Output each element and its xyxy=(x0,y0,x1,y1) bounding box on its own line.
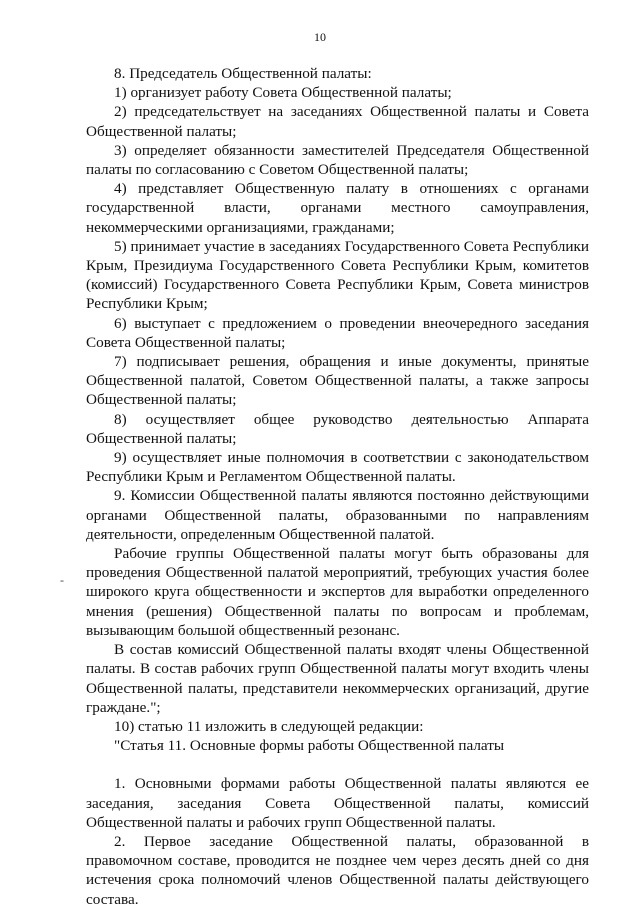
paragraph-item-2: 2) председательствует на заседаниях Общественной палаты и Совета Общественной палаты; xyxy=(86,103,589,140)
margin-mark: - xyxy=(60,573,64,587)
page-number: 10 xyxy=(314,30,326,44)
paragraph-article-11-item-1: 1. Основными формами работы Общественной палаты являются ее заседания, заседания Совета Общественной палаты, комиссий Общественной палаты и рабочих групп Общественной палаты. xyxy=(86,775,589,831)
paragraph-amendment-10: 10) статью 11 изложить в следующей редакции: xyxy=(114,717,424,735)
paragraph-membership: В состав комиссий Общественной палаты входят члены Общественной палаты. В состав рабочих групп Общественной палаты могут входить члены Общественной палаты, представители некоммерческих организаций, другие граждане."; xyxy=(86,641,589,716)
paragraph-item-7: 7) подписывает решения, обращения и иные документы, принятые Общественной палатой, Советом Общественной палаты, а также запросы Общественной палаты; xyxy=(86,353,589,409)
paragraph-item-4: 4) представляет Общественную палату в отношениях с органами государственной власти, органами местного самоуправления, некоммерческими организациями, гражданами; xyxy=(86,180,589,236)
document-body xyxy=(86,64,589,909)
paragraph-item-5: 5) принимает участие в заседаниях Государственного Совета Республики Крым, Президиума Государственного Совета Республики Крым, комитетов (комиссий) Государственного Совета Республики Крым, Совета министров Республики Крым; xyxy=(86,237,589,313)
paragraph-chairman-heading: 8. Председатель Общественной палаты: xyxy=(114,65,372,82)
paragraph-item-3: 3) определяет обязанности заместителей Председателя Общественной палаты по согласованию с Советом Общественной палаты; xyxy=(86,141,589,179)
paragraph-commissions: 9. Комиссии Общественной палаты являются постоянно действующими органами Общественной палаты, образованными по направлениям деятельности, определенным Общественной палатой. xyxy=(86,487,589,543)
paragraph-article-11-item-2: 2. Первое заседание Общественной палаты, образованной в правомочном составе, проводится не позднее чем через десять дней со дня истечения срока полномочий членов Общественной палаты действующего состава. xyxy=(86,832,589,908)
paragraph-item-6: 6) выступает с предложением о проведении внеочередного заседания Совета Общественной палаты; xyxy=(86,314,589,351)
article-11-heading: "Статья 11. Основные формы работы Общественной палаты xyxy=(114,737,505,755)
paragraph-working-groups: Рабочие группы Общественной палаты могут быть образованы для проведения Общественной палатой мероприятий, требующих участия более широкого круга общественности и экспертов для выработки определенного мнения (решения) Общественной палаты по вопросам и проблемам, вызывающим большой общественный резонанс. xyxy=(86,545,589,639)
paragraph-item-9: 9) осуществляет иные полномочия в соответствии с законодательством Республики Крым и Регламентом Общественной палаты. xyxy=(86,449,589,486)
paragraph-item-8: 8) осуществляет общее руководство деятельностью Аппарата Общественной палаты; xyxy=(86,410,589,447)
paragraph-item-1: 1) организует работу Совета Общественной палаты; xyxy=(114,84,452,102)
